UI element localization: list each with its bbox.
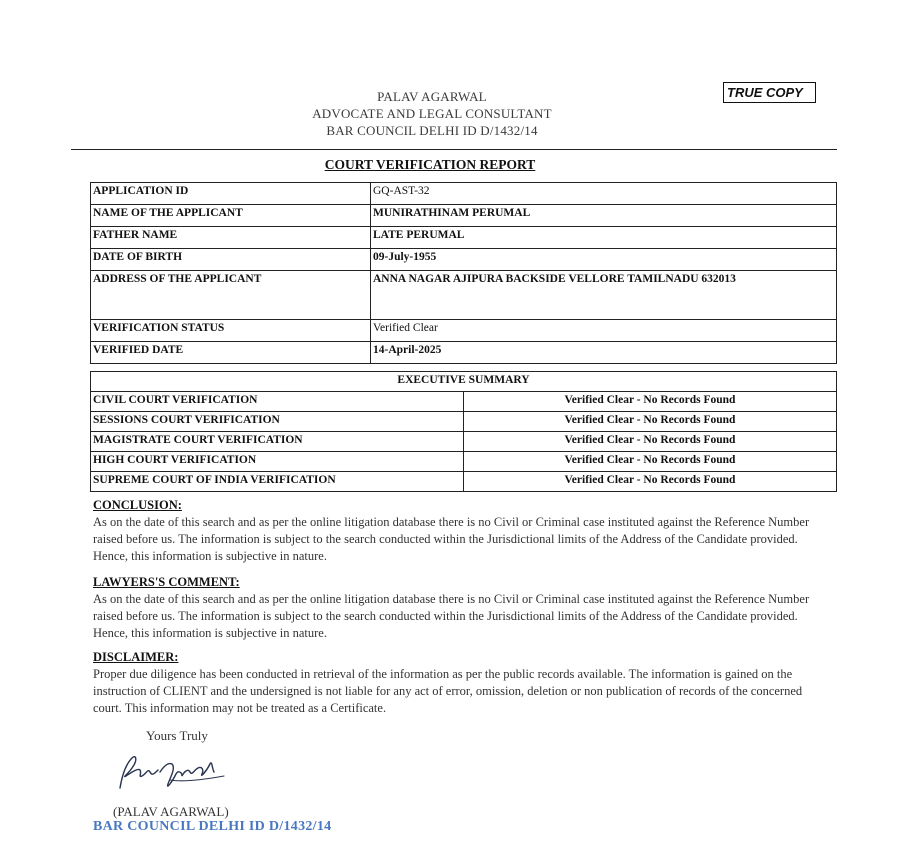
detail-value: ANNA NAGAR AJIPURA BACKSIDE VELLORE TAMILNADU 632013 xyxy=(371,271,837,320)
advocate-name: PALAV AGARWAL xyxy=(377,89,487,104)
summary-value: Verified Clear - No Records Found xyxy=(464,432,837,452)
summary-value: Verified Clear - No Records Found xyxy=(464,472,837,492)
executive-summary-table xyxy=(90,371,837,492)
conclusion-text: As on the date of this search and as per the online litigation database there is no Civil or Criminal case instituted against the Reference Number raised before us. The information is subject to the search conducted within the Jurisdictional limits of the Address of the Candidate provided. Hence, this information is subjective in nature. xyxy=(93,515,810,563)
summary-label: CIVIL COURT VERIFICATION xyxy=(91,392,464,412)
table-row xyxy=(91,320,837,342)
conclusion-section xyxy=(93,497,833,565)
summary-label: SUPREME COURT OF INDIA VERIFICATION xyxy=(91,472,464,492)
lawyers-comment-text: As on the date of this search and as per the online litigation database there is no Civil or Criminal case instituted against the Reference Number raised before us. The information is subject to the search conducted within the Jurisdictional limits of the Address of the Candidate provided. Hence, this information is subjective in nature. xyxy=(93,592,810,640)
report-title: COURT VERIFICATION REPORT xyxy=(324,157,536,172)
letterhead-council-id: BAR COUNCIL DELHI ID D/1432/14 xyxy=(326,123,538,138)
detail-value: LATE PERUMAL xyxy=(371,227,837,249)
summary-label: HIGH COURT VERIFICATION xyxy=(91,452,464,472)
conclusion-heading: CONCLUSION: xyxy=(93,498,182,512)
table-header-row xyxy=(91,372,837,392)
detail-value: 14-April-2025 xyxy=(371,342,837,364)
table-row xyxy=(91,342,837,364)
detail-label: NAME OF THE APPLICANT xyxy=(91,205,371,227)
table-row xyxy=(91,472,837,492)
summary-label: MAGISTRATE COURT VERIFICATION xyxy=(91,432,464,452)
detail-value: 09-July-1955 xyxy=(371,249,837,271)
table-row xyxy=(91,227,837,249)
detail-value: MUNIRATHINAM PERUMAL xyxy=(371,205,837,227)
table-row xyxy=(91,249,837,271)
detail-value: GQ-AST-32 xyxy=(371,183,837,205)
signer-name: (PALAV AGARWAL) xyxy=(113,804,229,819)
table-row xyxy=(91,432,837,452)
detail-label: ADDRESS OF THE APPLICANT xyxy=(91,271,371,320)
summary-label: SESSIONS COURT VERIFICATION xyxy=(91,412,464,432)
detail-label: VERIFIED DATE xyxy=(91,342,371,364)
detail-label: DATE OF BIRTH xyxy=(91,249,371,271)
disclaimer-section xyxy=(93,649,833,717)
table-row xyxy=(91,412,837,432)
detail-label: APPLICATION ID xyxy=(91,183,371,205)
table-row xyxy=(91,205,837,227)
lawyers-comment-heading: LAWYERS'S COMMENT: xyxy=(93,575,240,589)
detail-value: Verified Clear xyxy=(371,320,837,342)
table-row xyxy=(91,183,837,205)
advocate-title: ADVOCATE AND LEGAL CONSULTANT xyxy=(312,106,552,121)
handwritten-signature xyxy=(112,748,232,796)
closing-council-id: BAR COUNCIL DELHI ID D/1432/14 xyxy=(93,819,332,834)
disclaimer-text: Proper due diligence has been conducted in retrieval of the information as per the public records available. The information is gained on the instruction of CLIENT and the undersigned is not liable for any act of error, omission, deletion or non publication of records of the concerned court. This information may not be treated as a Certificate. xyxy=(93,667,803,715)
header-divider xyxy=(71,149,837,150)
summary-value: Verified Clear - No Records Found xyxy=(464,412,837,432)
detail-label: VERIFICATION STATUS xyxy=(91,320,371,342)
applicant-details-table xyxy=(90,182,837,364)
lawyers-comment-section xyxy=(93,574,833,642)
detail-label: FATHER NAME xyxy=(91,227,371,249)
table-row xyxy=(91,392,837,412)
table-row xyxy=(91,452,837,472)
summary-value: Verified Clear - No Records Found xyxy=(464,452,837,472)
summary-value: Verified Clear - No Records Found xyxy=(464,392,837,412)
true-copy-stamp: TRUE COPY xyxy=(723,82,816,103)
summary-heading: EXECUTIVE SUMMARY xyxy=(91,372,837,392)
closing-salutation: Yours Truly xyxy=(146,728,208,743)
disclaimer-heading: DISCLAIMER: xyxy=(93,650,179,664)
table-row xyxy=(91,271,837,320)
